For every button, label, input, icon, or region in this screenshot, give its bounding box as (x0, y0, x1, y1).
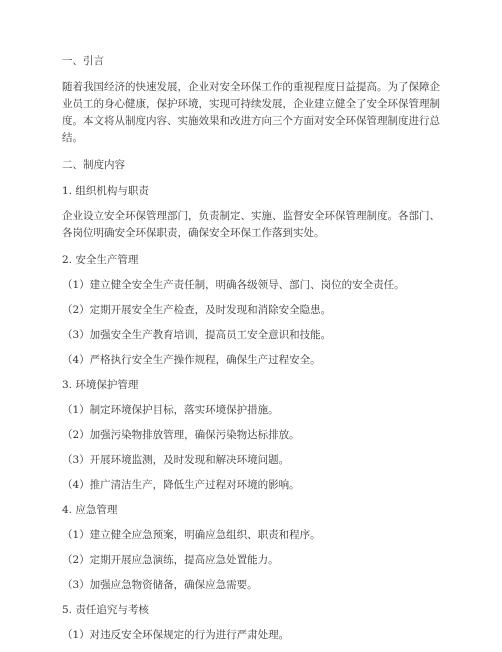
paragraph-line: 结。 (62, 132, 83, 144)
paragraph-line: 各岗位明确安全环保职责，确保安全环保工作落到实处。 (62, 227, 325, 239)
list-item: （2）定期开展应急演练，提高应急处置能力。 (62, 554, 279, 566)
list-item: （1）对违反安全环保规定的行为进行严肃处理。 (62, 629, 290, 641)
subsection-title-3: 3. 环境保护管理 (62, 379, 139, 391)
subsection-title-5: 5. 责任追究与考核 (62, 604, 149, 616)
subsection-title-1: 1. 组织机构与职责 (62, 185, 149, 197)
list-item: （4）推广清洁生产，降低生产过程对环境的影响。 (62, 479, 300, 491)
section-heading-system: 二、制度内容 (62, 159, 125, 171)
paragraph-line: 业员工的身心健康，保护环境，实现可持续发展，企业建立健全了安全环保管理制 (62, 98, 440, 110)
subsection-title-4: 4. 应急管理 (62, 504, 118, 516)
list-item: （1）建立健全应急预案，明确应急组织、职责和程序。 (62, 529, 321, 541)
paragraph-line: 度。本文将从制度内容、实施效果和改进方向三个方面对安全环保管理制度进行总 (62, 115, 440, 127)
intro-paragraph (62, 79, 442, 147)
subsection-title-2: 2. 安全生产管理 (62, 254, 139, 266)
list-item: （2）加强污染物排放管理，确保污染物达标排放。 (62, 429, 300, 441)
paragraph-line: 随着我国经济的快速发展，企业对安全环保工作的重视程度日益提高。为了保障企 (62, 81, 440, 93)
list-item: （3）加强应急物资储备，确保应急需要。 (62, 579, 258, 591)
list-item: （1）建立健全安全生产责任制，明确各级领导、部门、岗位的安全责任。 (62, 279, 405, 291)
list-item: （3）加强安全生产教育培训，提高员工安全意识和技能。 (62, 329, 332, 341)
paragraph-line: 企业设立安全环保管理部门，负责制定、实施、监督安全环保管理制度。各部门、 (62, 210, 440, 222)
subsection-1-paragraph (62, 208, 442, 242)
list-item: （4）严格执行安全生产操作规程，确保生产过程安全。 (62, 354, 321, 366)
list-item: （3）开展环境监测，及时发现和解决环境问题。 (62, 454, 290, 466)
document-page (62, 53, 442, 652)
section-heading-intro: 一、引言 (62, 55, 104, 67)
list-item: （2）定期开展安全生产检查，及时发现和消除安全隐患。 (62, 304, 332, 316)
list-item: （1）制定环境保护目标，落实环境保护措施。 (62, 404, 279, 416)
